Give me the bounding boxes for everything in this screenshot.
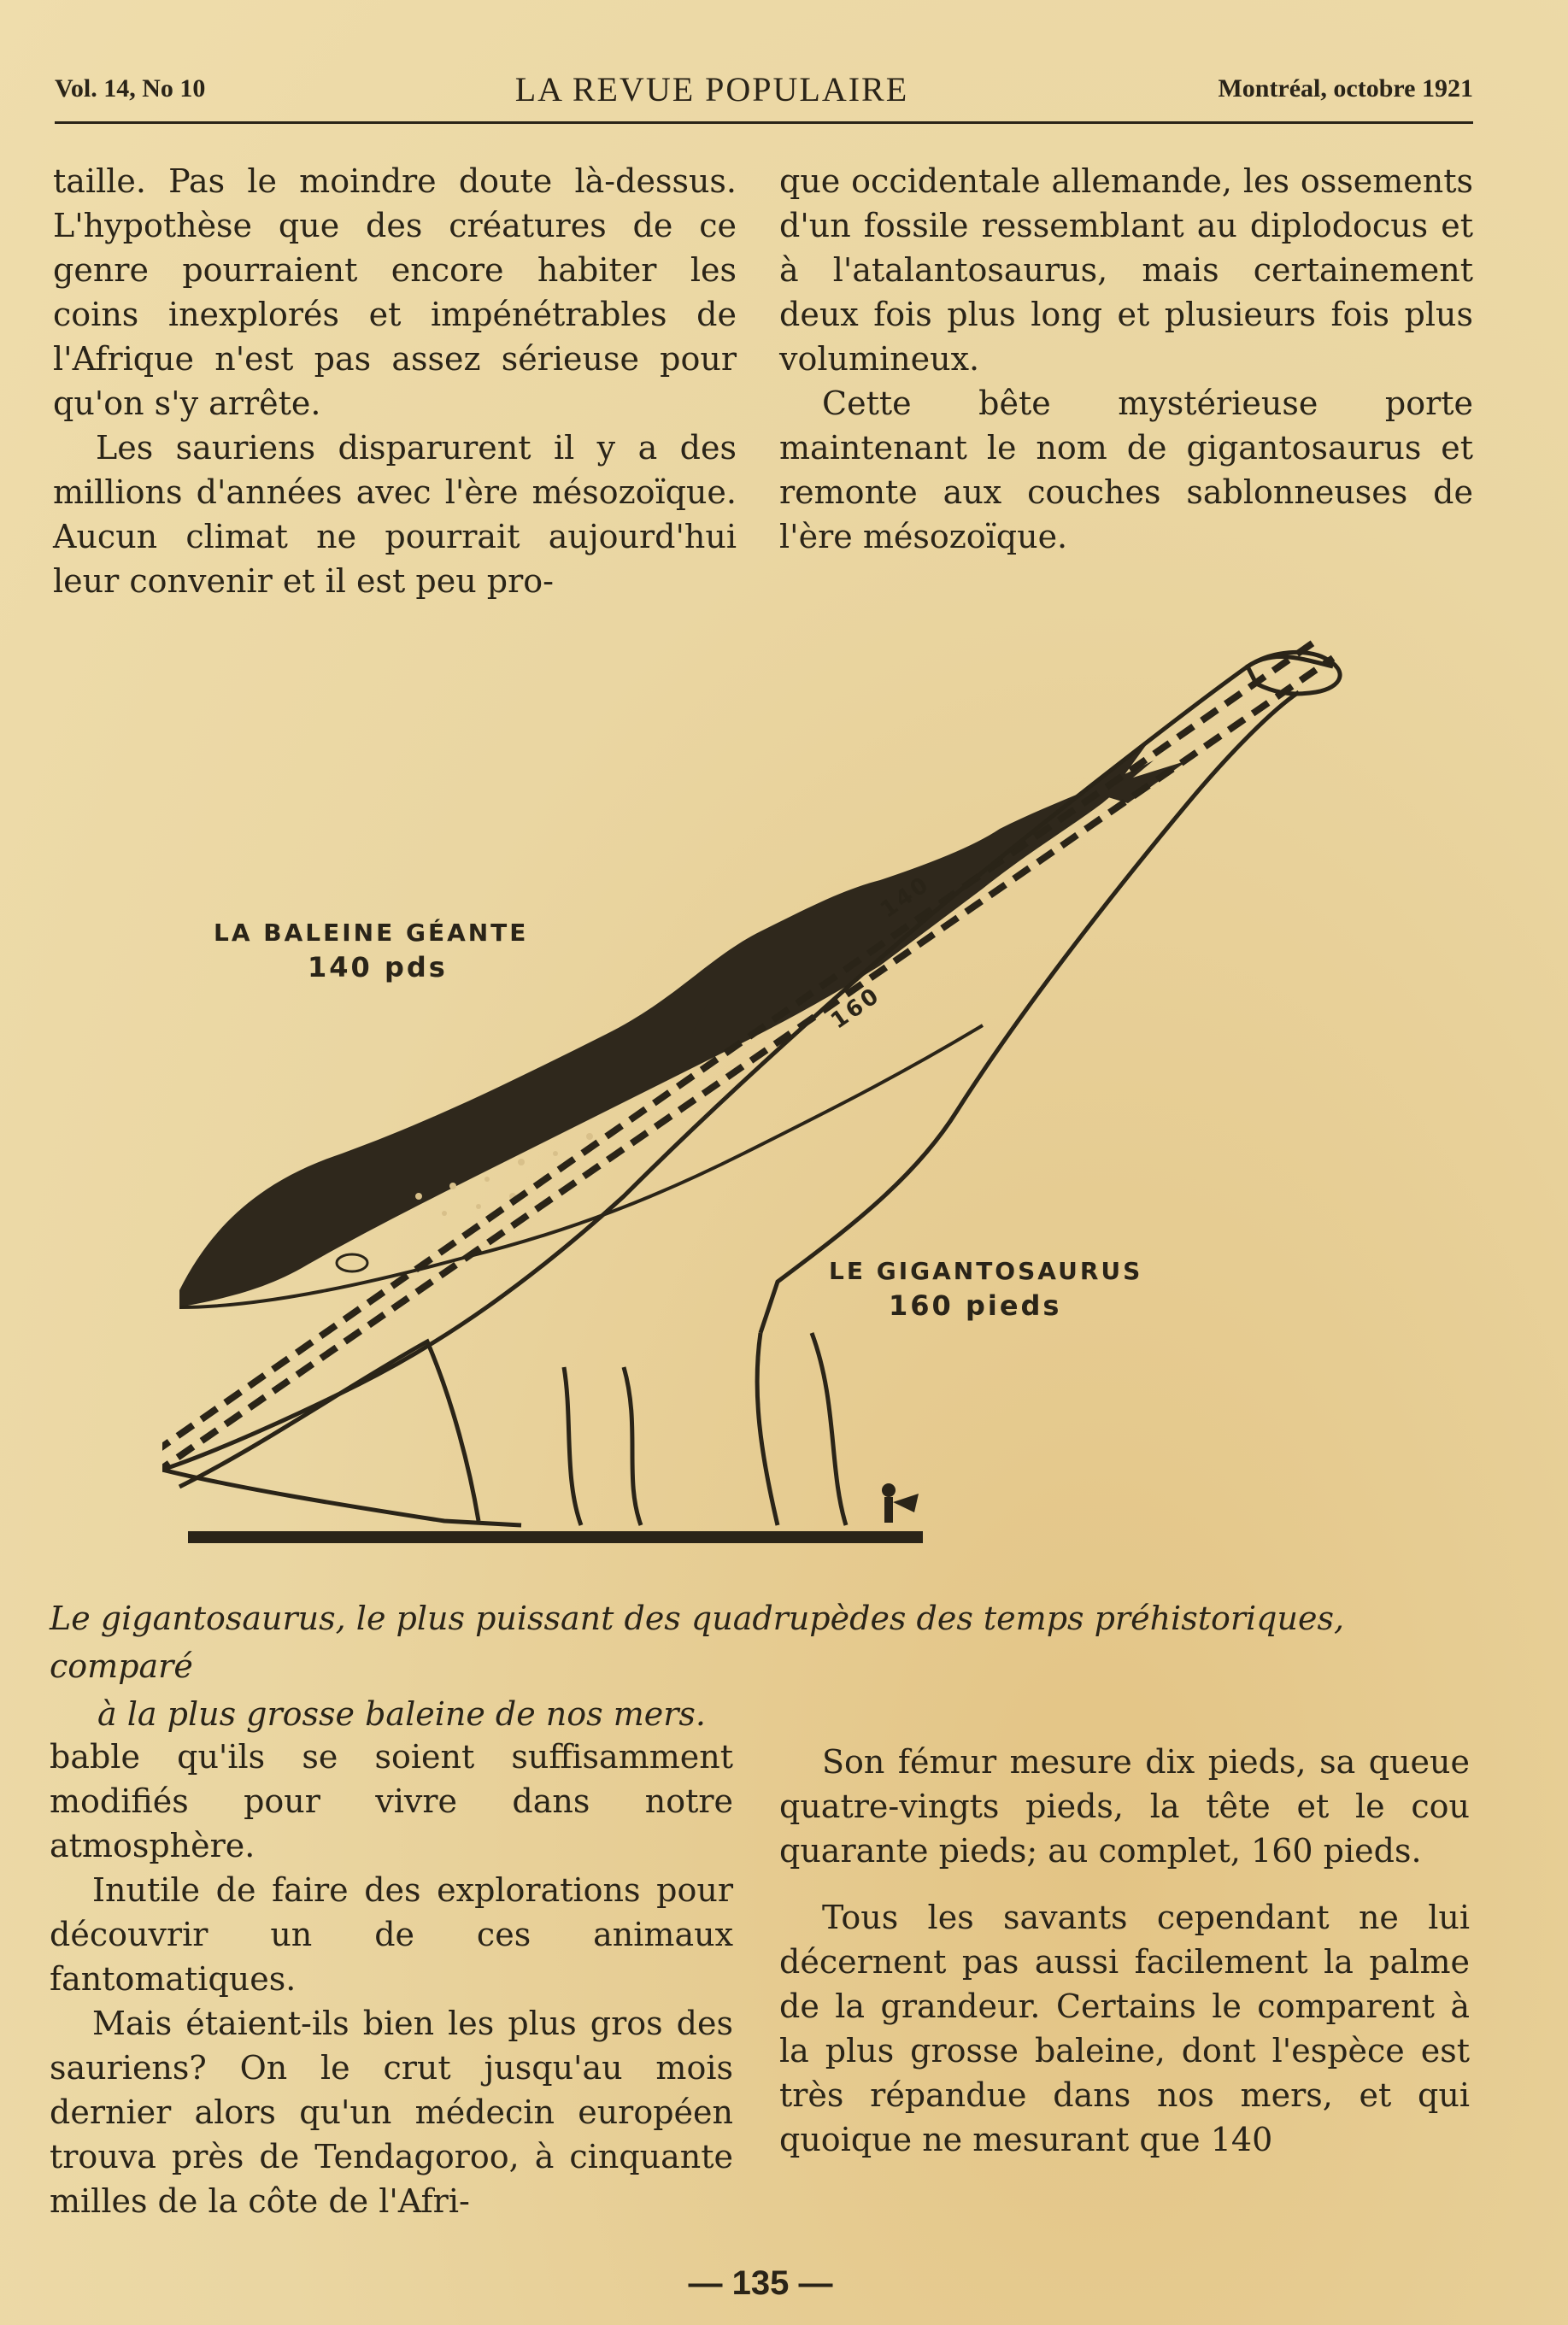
saurus-label (829, 1254, 1142, 1323)
saurus-label-line1: LE GIGANTOSAURUS (829, 1257, 1143, 1285)
caption-line2: à la plus grosse baleine de nos mers. (97, 1695, 706, 1733)
saurus-body (162, 1470, 521, 1525)
human-figure (882, 1483, 919, 1523)
paragraph: que occidentale allemande, les ossements d'un fossile ressemblant au diplodocus et à l'atalantosaurus, mais certainement deux fois plus long et plusieurs fois plus volumineux. (779, 162, 1473, 378)
bottom-left-column (50, 1735, 733, 2223)
page-number: — 135 — (688, 2264, 833, 2302)
paragraph: Son fémur mesure dix pieds, sa queue quatre-vingts pieds, la tête et le cou quarante pieds; au complet, 160 pieds. (779, 1743, 1470, 1870)
whale-label-line2: 140 pds (308, 951, 448, 983)
page-header (55, 65, 1473, 124)
whale-vs-gigantosaurus-drawing (162, 632, 1393, 1581)
figure-caption (50, 1594, 1477, 1738)
paragraph: Inutile de faire des explorations pour découvrir un de ces animaux fantomatiques. (50, 1871, 733, 1998)
paragraph: Mais étaient-ils bien les plus gros des sauriens? On le crut jusqu'au mois dernier alors qu'un médecin européen trouva près de Tendagoroo, à cinquante milles de la côte de l'Afri- (50, 2005, 733, 2220)
date-label: Montréal, octobre 1921 (1218, 74, 1473, 103)
ground-line (188, 1531, 923, 1543)
paragraph-gap (779, 1873, 1470, 1895)
issue-label: Vol. 14, No 10 (55, 74, 206, 103)
whale-length-mark: 140 (876, 871, 936, 924)
whale-label-line1: LA BALEINE GÉANTE (214, 919, 529, 947)
paragraph: taille. Pas le moindre doute là-dessus. L'hypothèse que des créatures de ce genre pourraient encore habiter les coins inexplorés et impénétrables de l'Afrique n'est pas assez sérieuse pour qu'on s'y arrête. (53, 162, 737, 422)
saurus-tail (179, 1342, 479, 1521)
saurus-label-line2: 160 pieds (889, 1289, 1062, 1322)
illustration (162, 632, 1393, 1581)
caption-line1: Le gigantosaurus, le plus puissant des quadrupèdes des temps préhistoriques, comparé (50, 1600, 1345, 1685)
saurus-hind-leg (564, 1367, 641, 1525)
magazine-title: LA REVUE POPULAIRE (514, 69, 909, 109)
bottom-right-column (779, 1740, 1470, 2162)
whale-eye (337, 1254, 367, 1271)
whale-label (214, 916, 528, 984)
top-right-column (779, 159, 1473, 559)
paragraph: Tous les savants cependant ne lui décernent pas aussi facilement la palme de la grandeur. Certains le comparent à la plus grosse baleine, dont l'espèce est très répandue dans nos mers, et qui quoique ne mesurant que 140 (779, 1899, 1470, 2158)
saurus-length-mark: 160 (826, 982, 886, 1035)
whale-measure-line (162, 641, 1316, 1453)
top-left-column (53, 159, 737, 603)
paragraph: bable qu'ils se soient suffisamment modifiés pour vivre dans notre atmosphère. (50, 1738, 733, 1864)
saurus-front-leg (757, 1333, 846, 1525)
paragraph: Les sauriens disparurent il y a des millions d'années avec l'ère mésozoïque. Aucun climat ne pourrait aujourd'hui leur convenir et il est peu pro- (53, 429, 737, 600)
paragraph: Cette bête mystérieuse porte maintenant le nom de gigantosaurus et remonte aux couches sablonneuses de l'ère mésozoïque. (779, 385, 1473, 555)
